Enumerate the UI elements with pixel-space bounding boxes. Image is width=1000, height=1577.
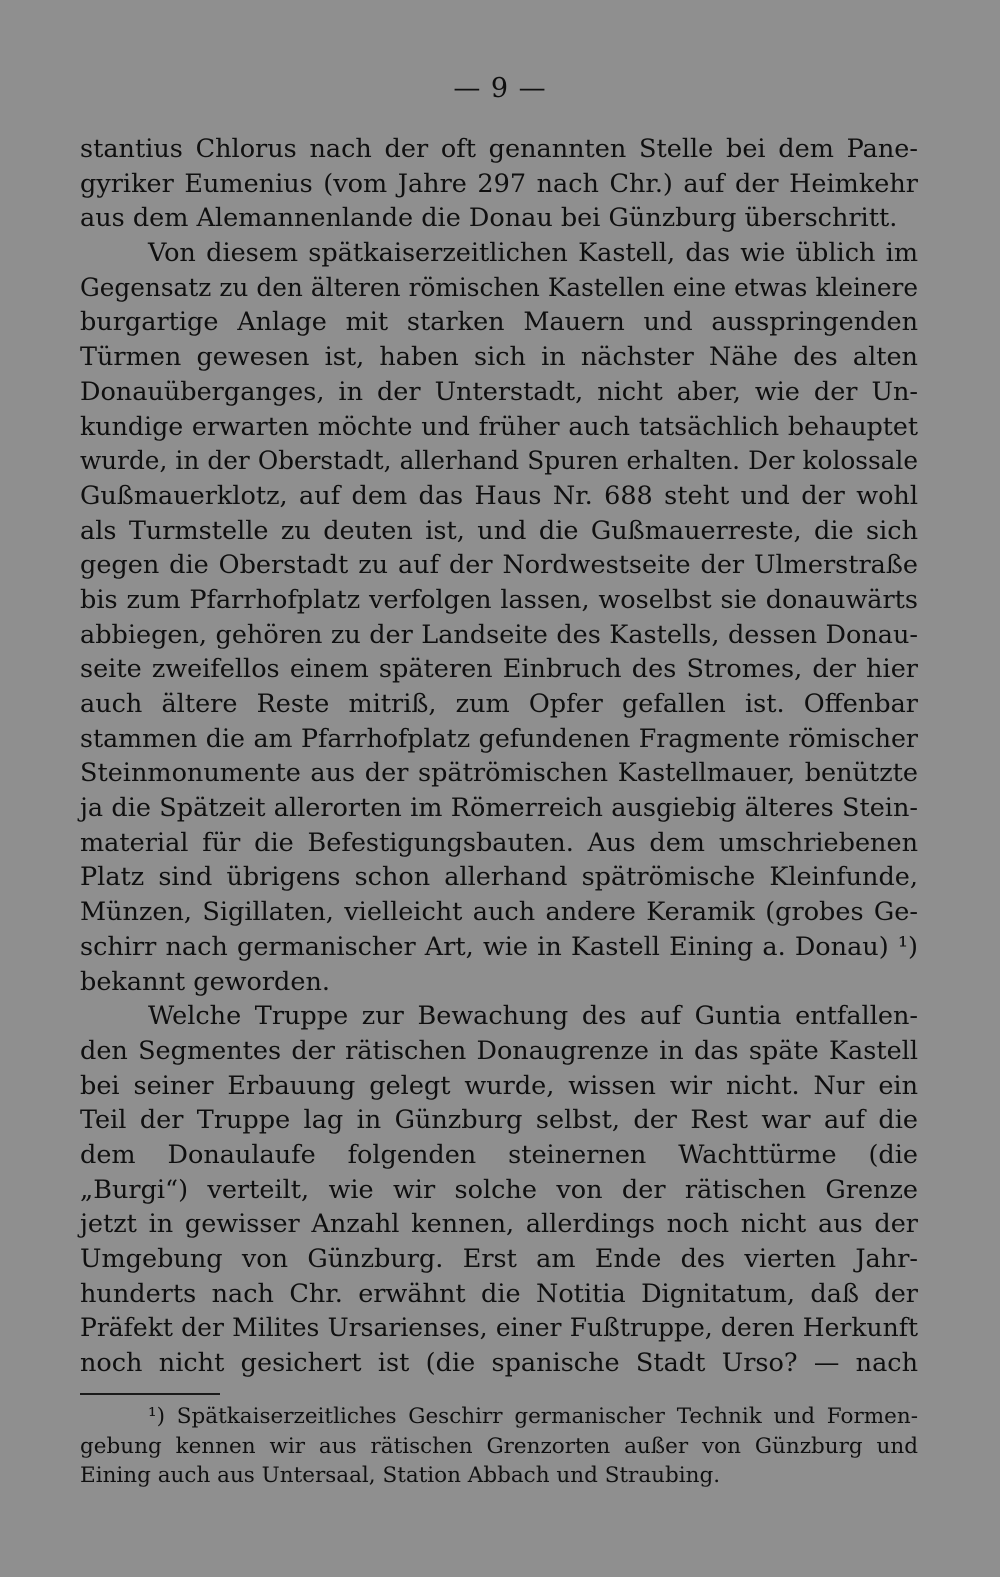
page-number-header: — 9 — — [453, 73, 547, 104]
text-line: den Segmentes der rätischen Donaugrenze in das späte Kastell — [80, 1035, 918, 1066]
footnote-line: Eining auch aus Untersaal, Station Abbach und Straubing. — [80, 1463, 721, 1488]
text-line: schirr nach germanischer Art, wie in Kastell Eining a. Donau) ¹) — [80, 931, 918, 962]
text-line: Türmen gewesen ist, haben sich in nächster Nähe des alten — [80, 342, 918, 373]
text-line: Donauüberganges, in der Unterstadt, nicht aber, wie der Un- — [80, 376, 918, 407]
text-line: hunderts nach Chr. erwähnt die Notitia Dignitatum, daß der — [80, 1278, 918, 1309]
text-line: stammen die am Pfarrhofplatz gefundenen Fragmente römischer — [80, 723, 918, 753]
text-line: Gußmauerklotz, auf dem das Haus Nr. 688 steht und der wohl — [80, 480, 918, 511]
text-line: Steinmonumente aus der spätrömischen Kastellmauer, benützte — [80, 758, 918, 789]
text-line: seite zweifellos einem späteren Einbruch des Stromes, der hier — [80, 654, 918, 685]
text-line: bei seiner Erbauung gelegt wurde, wissen wir nicht. Nur ein — [80, 1070, 918, 1101]
footnote-divider — [80, 1393, 220, 1395]
text-line: gegen die Oberstadt zu auf der Nordwestseite der Ulmerstraße — [80, 550, 918, 581]
text-line: Münzen, Sigillaten, vielleicht auch andere Keramik (grobes Ge- — [80, 897, 918, 928]
text-line: burgartige Anlage mit starken Mauern und ausspringenden — [80, 307, 918, 338]
text-line: Präfekt der Milites Ursarienses, einer Fußtruppe, deren Herkunft — [80, 1313, 918, 1343]
body-text — [80, 132, 918, 1381]
text-line: auch ältere Reste mitriß, zum Opfer gefallen ist. Offenbar — [80, 689, 918, 719]
text-line: material für die Befestigungsbauten. Aus dem umschriebenen — [80, 827, 918, 858]
text-line: gyriker Eumenius (vom Jahre 297 nach Chr.) auf der Heimkehr — [80, 168, 918, 199]
text-line: ja die Spätzeit allerorten im Römerreich ausgiebig älteres Stein- — [80, 793, 918, 824]
text-line: Welche Truppe zur Bewachung des auf Guntia entfallen- — [148, 1001, 918, 1032]
text-line: bekannt geworden. — [80, 966, 330, 997]
text-line: „Burgi“) verteilt, wie wir solche von der rätischen Grenze — [80, 1174, 918, 1205]
text-line: wurde, in der Oberstadt, allerhand Spuren erhalten. Der kolossale — [80, 446, 918, 476]
text-line: dem Donaulaufe folgenden steinernen Wachttürme (die — [80, 1139, 918, 1170]
footnote-line: gebung kennen wir aus rätischen Grenzorten außer von Günzburg und — [80, 1433, 918, 1459]
footnote — [80, 1402, 918, 1491]
footnote-line: ¹) Spätkaiserzeitliches Geschirr germanischer Technik und Formen- — [148, 1404, 918, 1429]
text-line: Umgebung von Günzburg. Erst am Ende des vierten Jahr- — [80, 1244, 918, 1274]
text-line: abbiegen, gehören zu der Landseite des Kastells, dessen Donau- — [80, 619, 918, 650]
text-line: stantius Chlorus nach der oft genannten Stelle bei dem Pane- — [80, 134, 918, 164]
text-line: jetzt in gewisser Anzahl kennen, allerdings noch nicht aus der — [80, 1209, 918, 1240]
text-line: aus dem Alemannenlande die Donau bei Günzburg überschritt. — [80, 203, 898, 234]
text-line: bis zum Pfarrhofplatz verfolgen lassen, woselbst sie donauwärts — [80, 584, 918, 615]
text-line: Teil der Truppe lag in Günzburg selbst, der Rest war auf die — [80, 1105, 918, 1136]
text-line: als Turmstelle zu deuten ist, und die Gußmauerreste, die sich — [80, 515, 918, 546]
text-line: noch nicht gesichert ist (die spanische Stadt Urso? — nach — [80, 1348, 918, 1379]
text-line: Von diesem spätkaiserzeitlichen Kastell, das wie üblich im — [148, 238, 918, 269]
text-line: kundige erwarten möchte und früher auch tatsächlich behauptet — [80, 411, 918, 441]
text-line: Gegensatz zu den älteren römischen Kastellen eine etwas kleinere — [80, 272, 918, 302]
text-line: Platz sind übrigens schon allerhand spätrömische Kleinfunde, — [80, 862, 918, 893]
